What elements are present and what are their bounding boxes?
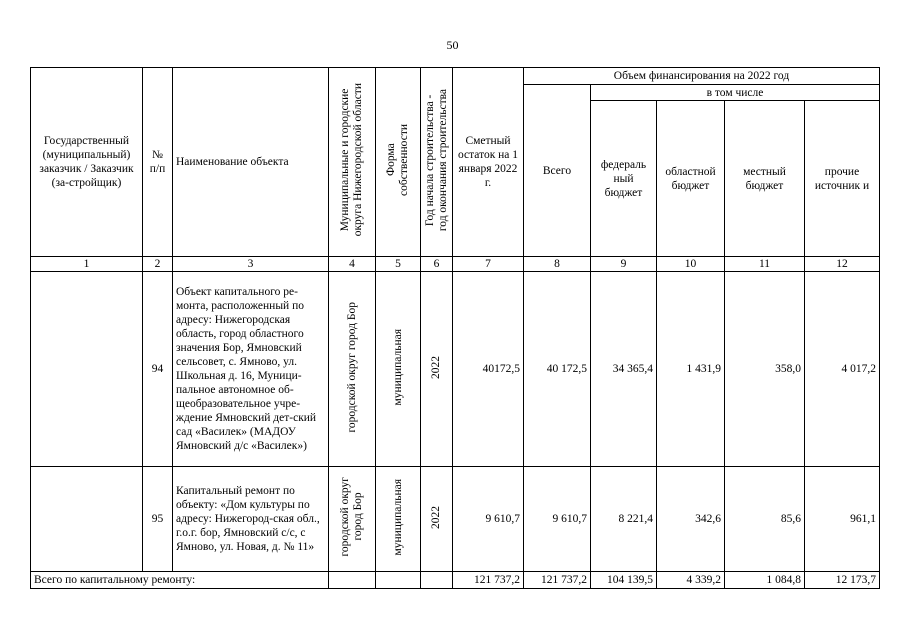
header-including: в том числе: [591, 85, 880, 101]
header-other: прочие источник и: [805, 101, 880, 257]
col-number: 2: [143, 257, 173, 272]
object-name: Капитальный ремонт по объекту: «Дом культуры по адресу: Нижегород-ская обл., г.о.г. бор, Ямновский с/с, с Ямново, ул. Новая, д. № 11»: [173, 467, 329, 572]
totals-balance: 121 737,2: [453, 572, 524, 589]
header-total: Всего: [524, 85, 591, 257]
balance: 9 610,7: [453, 467, 524, 572]
col-number: 1: [31, 257, 143, 272]
row-no: 94: [143, 272, 173, 467]
header-district: Муниципальные и городские округа Нижегородской области: [329, 68, 376, 257]
header-ownership: Форма собственности: [376, 68, 421, 257]
col-number: 7: [453, 257, 524, 272]
col-number: 8: [524, 257, 591, 272]
header-object-name: Наименование объекта: [173, 68, 329, 257]
table-row: [31, 467, 880, 572]
col-number: 3: [173, 257, 329, 272]
col-number: 9: [591, 257, 657, 272]
totals-label: Всего по капитальному ремонту:: [31, 572, 329, 589]
balance: 40172,5: [453, 272, 524, 467]
total: 40 172,5: [524, 272, 591, 467]
total: 9 610,7: [524, 467, 591, 572]
header-customer: Государственный (муниципальный) заказчик / Заказчик (за-стройщик): [31, 68, 143, 257]
customer-cell: [31, 272, 143, 467]
year: 2022: [421, 467, 453, 572]
totals-row: [31, 572, 880, 589]
customer-cell: [31, 467, 143, 572]
header-funding: Объем финансирования на 2022 год: [524, 68, 880, 85]
regional: 1 431,9: [657, 272, 725, 467]
col-number: 11: [725, 257, 805, 272]
other: 961,1: [805, 467, 880, 572]
funding-table: [30, 67, 880, 589]
header-local: местный бюджет: [725, 101, 805, 257]
totals-total: 121 737,2: [524, 572, 591, 589]
federal: 34 365,4: [591, 272, 657, 467]
col-number: 12: [805, 257, 880, 272]
empty-cell: [376, 572, 421, 589]
empty-cell: [329, 572, 376, 589]
regional: 342,6: [657, 467, 725, 572]
ownership: муниципальная: [376, 467, 421, 572]
header-years: Год начала строительства - год окончания строительства: [421, 68, 453, 257]
object-name: Объект капитального ре-монта, расположенный по адресу: Нижегородская область, город областного значения Бор, Ямновский сельсовет, с. Ямново, ул. Школьная д. 16, Муници-пальное автономное об-щеобразовательное учре-ждение Ямновский дет-ский сад «Василек» (МАДОУ Ямновский д/с «Василек»): [173, 272, 329, 467]
totals-other: 12 173,7: [805, 572, 880, 589]
local: 85,6: [725, 467, 805, 572]
district: городской округ город Бор: [329, 467, 376, 572]
col-number: 10: [657, 257, 725, 272]
totals-federal: 104 139,5: [591, 572, 657, 589]
page-number: 50: [446, 38, 459, 52]
col-number: 4: [329, 257, 376, 272]
other: 4 017,2: [805, 272, 880, 467]
col-number: 5: [376, 257, 421, 272]
federal: 8 221,4: [591, 467, 657, 572]
ownership: муниципальная: [376, 272, 421, 467]
year: 2022: [421, 272, 453, 467]
table-row: [31, 272, 880, 467]
header-balance: Сметный остаток на 1 января 2022 г.: [453, 68, 524, 257]
header-federal: федераль ный бюджет: [591, 101, 657, 257]
district: городской округ город Бор: [329, 272, 376, 467]
row-no: 95: [143, 467, 173, 572]
totals-local: 1 084,8: [725, 572, 805, 589]
col-number: 6: [421, 257, 453, 272]
header-regional: областной бюджет: [657, 101, 725, 257]
empty-cell: [421, 572, 453, 589]
local: 358,0: [725, 272, 805, 467]
header-no: № п/п: [143, 68, 173, 257]
totals-regional: 4 339,2: [657, 572, 725, 589]
column-number-row: [31, 257, 880, 272]
